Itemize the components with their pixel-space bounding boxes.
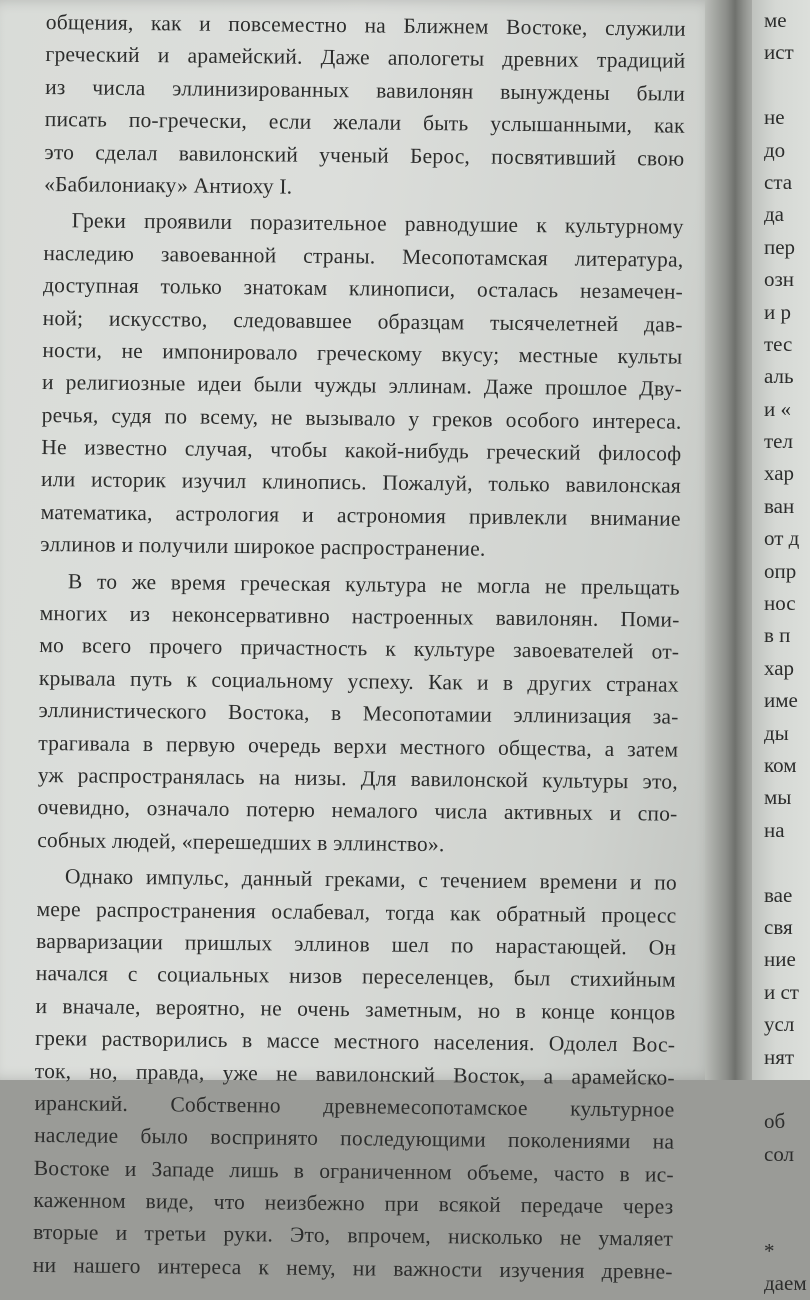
text-line: и религиозные идеи были чужды эллинам. Даже прошлое Дву- [41,370,683,401]
right-page-line: и ст [764,979,799,1004]
right-page-line: тес [764,331,793,356]
text-line: Греки проявили поразительное равнодушие к культурному [71,208,684,240]
right-page-line: ние [764,947,796,972]
right-page-line: на [764,817,785,842]
right-page-line: вае [764,882,793,907]
right-page-line: сол [764,1141,795,1166]
text-line: из числа эллинизированных вавилонян вынуждены были [45,74,686,106]
right-page-line: даем [764,1271,807,1296]
right-page-line: име [764,688,798,713]
text-line: вторые и третьи руки. Это, впрочем, нисколько не умаляет [33,1220,674,1252]
right-page-line: от д [764,526,800,551]
right-page-line [764,1202,807,1234]
text-line: математика, астрология и астрономия привлекли внимание [40,499,681,531]
text-line: мере распространения ослабевал, тогда как обратный процесс [36,896,677,928]
text-line: ной; искусство, следовавшее образцам тысячелетней дав- [42,305,683,337]
text-line: начался с социальных низов переселенцев, был стихийным [35,961,676,992]
right-page-line: в п [764,623,791,648]
right-page-line: * [764,1238,775,1263]
text-line: уж распространялась на низы. Для вавилонской культуры это, [37,762,678,794]
right-page-text-fragments [764,4,807,1300]
right-page-line: и р [764,299,791,324]
text-line: писать по-гречески, если желали быть услышанными, как [44,107,685,138]
text-line: крывала путь к социальному успеху. Как и в других странах [38,665,679,697]
text-line: наследию завоеванной страны. Месопотамская литература, [43,240,684,272]
text-line: «Бабилониаку» Антиоху I. [44,171,293,199]
right-page-line: хар [764,655,795,680]
right-page-line: ме [764,8,787,32]
text-line: или историк изучил клинопись. Пожалуй, только вавилонская [40,467,682,499]
right-page-line [764,69,807,101]
text-line: многих из неконсервативно настроенных вавилонян. Поми- [39,600,680,632]
right-page-line: хар [764,461,795,486]
right-page-line: опр [764,558,797,583]
right-page-line: ист [764,40,794,65]
right-page-line: ком [764,752,797,777]
text-line: общения, как и повсеместно на Ближнем Востоке, служили [45,9,686,41]
text-line: доступная только знатокам клинописи, осталась незамечен- [42,273,684,304]
page-body-text [33,6,686,1288]
text-line: Востоке и Западе лишь в ограниченном объеме, часто в ис- [33,1155,674,1187]
text-line: Не известно случая, чтобы какой-нибудь греческий философ [41,435,682,466]
right-page-line: и « [764,396,791,421]
text-line: речья, судя по всему, не вызывало у греков особого интереса. [41,402,682,434]
text-line: ни нашего интереса к нему, ни важности изучения древне- [32,1252,673,1284]
text-line: греки растворились в массе местного населения. Одолел Вос- [35,1026,676,1057]
right-page-line: нят [764,1044,795,1069]
text-line: эллинов и получили широкое распространение. [40,532,486,561]
right-page-line: свя [764,914,793,939]
text-line: это сделал вавилонский ученый Берос, посвятивший свою [44,139,685,171]
text-line: варваризации пришлых эллинов шел по нарастающей. Он [36,928,677,960]
text-line: собных людей, «перешедших в эллинство». [37,827,445,856]
text-line: эллинистического Востока, в Месопотамии эллинизация за- [38,698,679,729]
right-page-line: мы [764,785,792,810]
text-line: иранский. Собственно древнемесопотамское культурное [34,1090,675,1122]
right-page-line: ста [764,169,793,194]
text-line: Однако импульс, данный греками, с течением времени и по [64,864,677,895]
text-line: каженном виде, что неизбежно при всякой передаче через [33,1187,674,1219]
text-line: очевидно, означало потерю немалого числа активных и спо- [37,795,678,827]
right-page-line: ды [764,720,789,745]
text-line: греческий и арамейский. Даже апологеты древних традиций [45,42,686,74]
right-page-line: аль [764,364,794,389]
text-line: ности, не импонировало греческому вкусу; местные культы [42,337,683,369]
right-page-line: озн [764,267,795,292]
right-page-line: ван [764,493,795,518]
text-line: трагивала в первую очередь верхи местного общества, а затем [38,730,679,762]
text-line: и вначале, вероятно, не очень заметным, но в конце концов [35,993,676,1025]
right-page-line [764,1170,807,1202]
right-page-line [764,1073,807,1105]
right-page-line: тел [764,429,793,454]
right-page-line: об [764,1109,786,1134]
right-page-line: не [764,105,785,130]
right-page-line: до [764,137,786,162]
right-page-line: нос [764,591,796,616]
right-page-line: да [764,202,785,227]
right-page-line [764,846,807,878]
text-line: мо всего прочего причастность к культуре завоевателей от- [39,633,680,665]
text-line: ток, но, правда, уже не вавилонский Восток, а арамейско- [34,1058,675,1090]
text-line: В то же время греческая культура не могла не прельщать [67,568,680,600]
text-line: наследие было воспринято последующими поколениями на [34,1123,675,1154]
right-page-line: пер [764,234,796,259]
right-page-line: усл [764,1012,795,1037]
right-page [752,0,810,1296]
